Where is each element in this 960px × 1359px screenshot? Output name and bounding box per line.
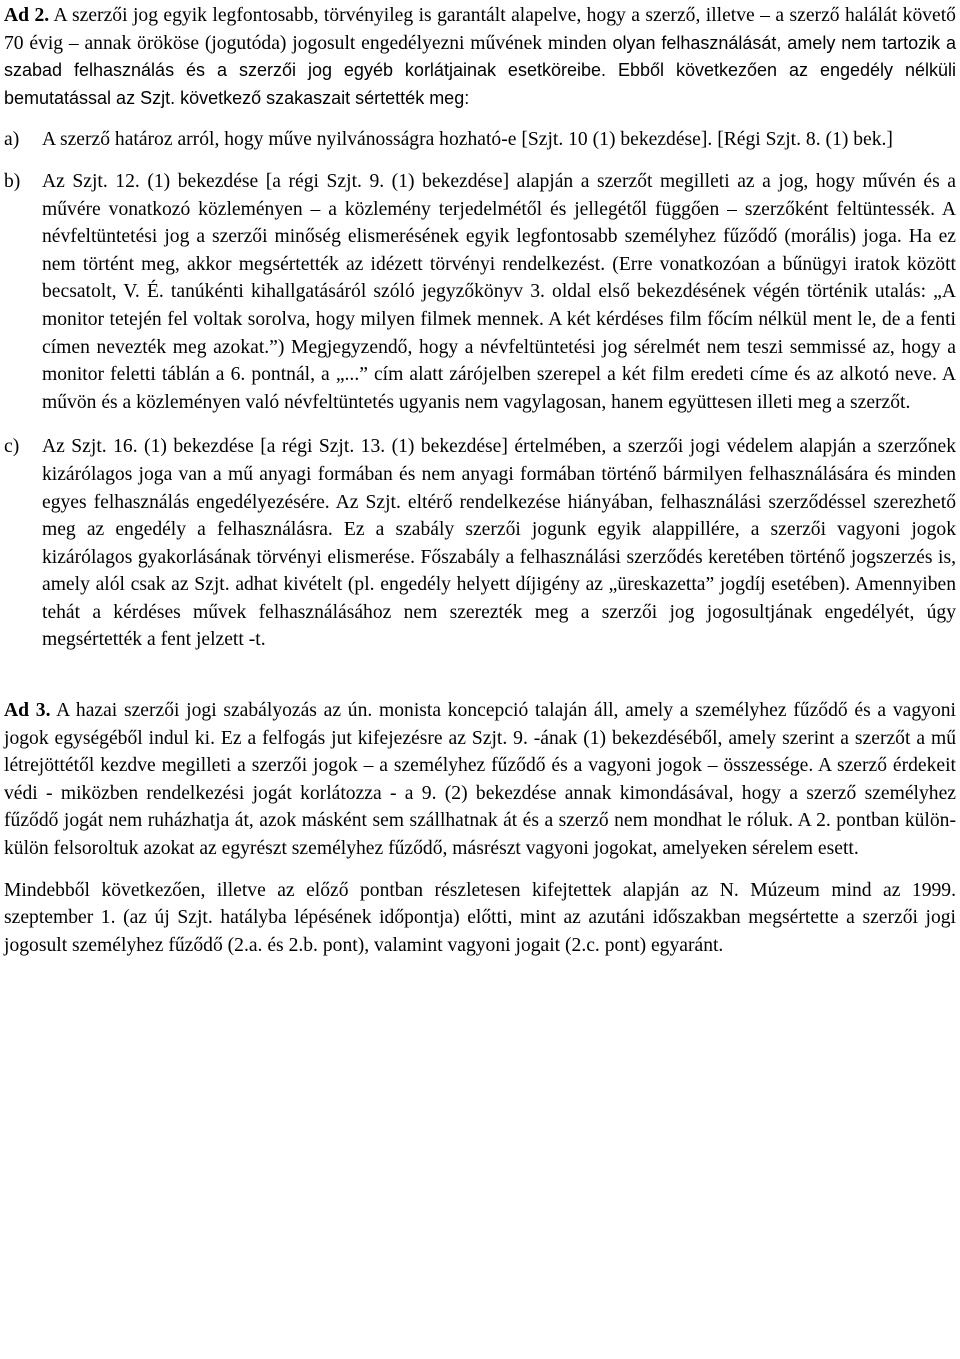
ad3-paragraph bbox=[4, 697, 956, 863]
ad3-text: A hazai szerzői jogi szabályozás az ún. monista koncepció talaján áll, amely a személyhez fűződő és a vagyoni jogok egységéből indul ki. Ez a felfogás jut kifejezésre az Szjt. 9. -ának (1) bekezdéséből, amely szerint a szerzőt a mű létrejöttétől kezdve megilleti a szerzői jogok – a személyhez fűződő és a vagyoni jogok – összessége. A szerző érdekeit védi - miközben rendelkezési jogát korlátozza - a 9. (2) bekezdése annak kimondásával, hogy a szerző személyhez fűződő jogát nem ruházhatja át, azok másként sem szállhatnak át és a szerző nem mondhat le róluk. A 2. pontban külön-külön felsoroltuk azokat az egyrészt személyhez fűződő, másrészt vagyoni jogokat, amelyeken sérelem esett. bbox=[4, 700, 956, 860]
list-item-c bbox=[4, 433, 956, 654]
list-item-a bbox=[4, 126, 956, 154]
spacer bbox=[4, 154, 956, 168]
list-marker: a) bbox=[4, 129, 20, 151]
ad2-heading: Ad 2. bbox=[4, 5, 50, 26]
ad3-heading: Ad 3. bbox=[4, 700, 51, 722]
spacer bbox=[4, 654, 956, 697]
conclusion-paragraph: Mindebből következően, illetve az előző pontban részletesen kifejtettek alapján az N. Múzeum mind az 1999. szeptember 1. (az új Szjt. hatályba lépésének időpontja) előtti, mint az azutáni időszakban megsértette a szerzői jogi jogosult személyhez fűződő (2.a. és 2.b. pont), valamint vagyoni jogait (2.c. pont) egyaránt. bbox=[4, 879, 956, 956]
list-marker: c) bbox=[4, 436, 20, 458]
list-marker: b) bbox=[4, 170, 21, 192]
spacer bbox=[4, 112, 956, 126]
ad2-intro-serif: A szerzői jog egyik legfontosabb, törvényileg is garantált alapelve, hogy a szerző, illetve – a szerző halálát követő 70 évig – annak örököse (jogutóda) jogosult engedélyezni művének minden bbox=[4, 5, 956, 54]
document-page bbox=[4, 2, 956, 959]
ad2-intro-paragraph bbox=[4, 2, 956, 112]
spacer bbox=[4, 863, 956, 877]
list-item-text: Az Szjt. 16. (1) bekezdése [a régi Szjt. 13. (1) bekezdése] értelmében, a szerzői jogi védelem alapján a szerzőnek kizárólagos joga van a mű anyagi formában és nem anyagi formában történő bármilyen felhasználására és minden egyes felhasználás engedélyezésére. Az Szjt. eltérő rendelkezése hiányában, felhasználási szerződéssel szerezhető meg az engedély a felhasználásra. Ez a szabály szerzői jogunk egyik alappillére, a szerzői vagyoni jogok kizárólagos gyakorlásának törvényi elismerése. Főszabály a felhasználási szerződés keretében történő jogszerzés is, amely alól csak az Szjt. adhat kivételt (pl. engedély helyett díjigény az „üreskazetta” jogdíj esetében). Amennyiben tehát a kérdéses művek felhasználásához nem szerezték meg a szerzői jog jogosultjának engedélyét, úgy megsértették a fent jelzett -t. bbox=[42, 436, 956, 651]
list-item-text: A szerző határoz arról, hogy műve nyilvánosságra hozható-e [Szjt. 10 (1) bekezdése]. [Régi Szjt. 8. (1) bek.] bbox=[42, 129, 893, 151]
list-item-b bbox=[4, 168, 956, 416]
list-item-text: Az Szjt. 12. (1) bekezdése [a régi Szjt. 9. (1) bekezdése] alapján a szerzőt megilleti az a jog, hogy művén és a művére vonatkozó közleményen – a közlemény terjedelmétől és jellegétől függően – szerzőként feltüntessék. A névfeltüntetési jog a szerzői minőség elismerésének egyik legfontosabb személyhez fűződő (morális) joga. Ha ez nem történt meg, akkor megsértették az idézett törvényi rendelkezést. (Erre vonatkozóan a bűnügyi iratok között becsatolt, V. É. tanúkénti kihallgatásáról szóló jegyzőkönyv 3. oldal első bekezdésének végén történik utalás: „A monitor tetején fel voltak sorolva, hogy milyen filmek mennek. A két kérdéses film főcím nélkül ment le, de a fenti címen nevezték meg azokat.”) Megjegyzendő, hogy a névfeltüntetési jog sérelmét nem teszi semmissé az, hogy a monitor feletti táblán a 6. pontnál, a „...” cím alatt zárójelben szerepel a két film eredeti címe és az alkotó neve. A művön és a közleményen való névfeltüntetés ugyanis nem vagylagosan, hanem együttesen illeti meg a szerzőt. bbox=[42, 170, 956, 413]
spacer bbox=[4, 416, 956, 433]
ad2-intro-sans: olyan felhasználását, amely nem tartozik a szabad felhasználás és a szerzői jog egyéb korlátjainak esetköreibe. Ebből következően az engedély nélküli bemutatással az Szjt. következő szakaszait sértették meg: bbox=[4, 32, 957, 108]
